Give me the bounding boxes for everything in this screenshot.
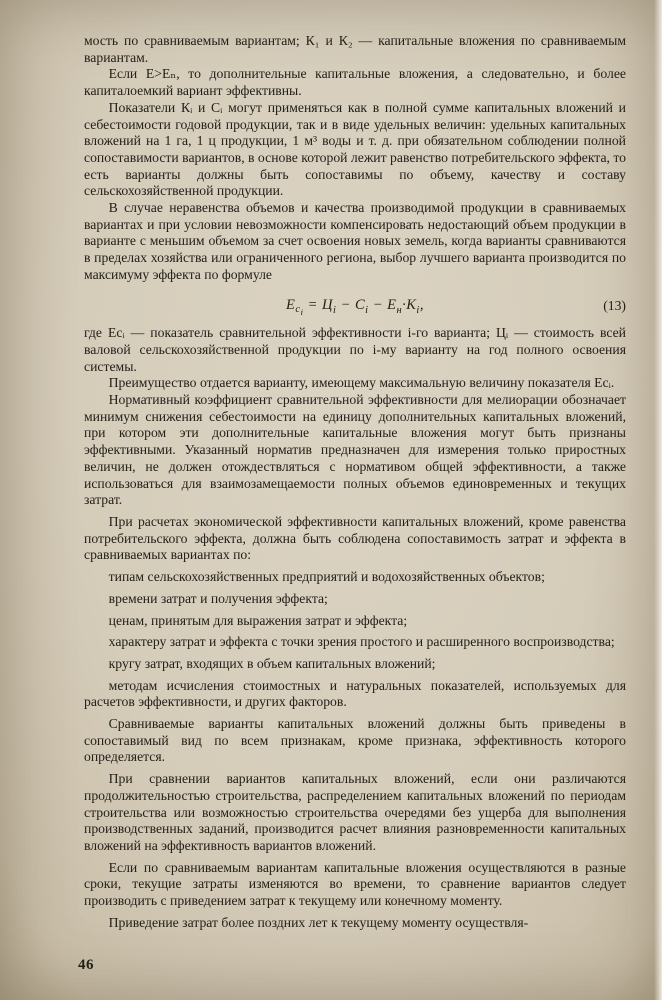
paragraph: Показатели Кᵢ и Сᵢ могут применяться как в полной сумме капитальных вложений и себестоимости годовой продукции, так и в виде удельных величин: удельных капитальных вложений на 1 га, 1 ц продукции, 1 м³ воды и т. д. при обязательном соблюдении полной сопоставимости вариантов, в основе которой лежит равенство потребительского эффекта, то есть варианты должны быть сопоставимы по объему, качеству и составу сельскохозяйственной продукции. (84, 99, 627, 199)
formula-block (84, 296, 626, 318)
list-item: характеру затрат и эффекта с точки зрения простого и расширенного воспроизводства; (108, 634, 615, 650)
list-item: типам сельскохозяйственных предприятий и водохозяйственных объектов; (108, 569, 545, 585)
paragraph: Приведение затрат более поздних лет к текущему моменту осуществля- (108, 914, 529, 930)
list-item: кругу затрат, входящих в объем капитальных вложений; (108, 655, 436, 671)
list-item: ценам, принятым для выражения затрат и эффекта; (108, 612, 408, 628)
paragraph: где Есᵢ — показатель сравнительной эффективности i-го варианта; Цᵢ — стоимость всей валовой сельскохозяйственной продукции по i-му варианту на год полного освоения системы. (84, 325, 626, 374)
paragraph: Преимущество отдается варианту, имеющему максимальную величину показателя Есᵢ. (108, 375, 615, 391)
paragraph: мость по сравниваемым вариантам; К₁ и К₂ — капитальные вложения по сравниваемым вариантам. (84, 33, 626, 65)
text-block (84, 33, 626, 946)
formula-expression: $Е_{с_i} = Ц_i - С_i - Е_н\cdot К_i$, (286, 296, 424, 318)
paragraph: При расчетах экономической эффективности капитальных вложений, кроме равенства потребительского эффекта, должна быть соблюдена сопоставимость затрат и эффекта в сравниваемых вариантах по: (84, 513, 626, 563)
paragraph: Если по сравниваемым вариантам капитальные вложения осуществляются в разные сроки, текущие затраты изменяются во времени, то сравнение вариантов следует производить с приведением затрат к текущему или конечному моменту. (84, 859, 626, 909)
paragraph: Если Е>Еₙ, то дополнительные капитальные вложения, а следовательно, и более капиталоемкий вариант эффективны. (84, 66, 626, 99)
formula-number: (13) (603, 297, 626, 313)
list-item: времени затрат и получения эффекта; (108, 590, 328, 606)
paragraph: В случае неравенства объемов и качества производимой продукции в сравниваемых вариантах и при условии невозможности компенсировать недостающий объем продукции в варианте с меньшим объемом за счет освоения новых земель, когда варианты сравниваются в пределах хозяйства или ограниченного региона, выбор лучшего варианта производится по максимуму эффекта по формуле (84, 200, 626, 282)
list-item: методам исчисления стоимостных и натуральных показателей, используемых для расчетов эффективности, и других факторов. (84, 677, 626, 710)
paragraph: Нормативный коэффициент сравнительной эффективности для мелиорации обозначает минимум снижения себестоимости на единицу дополнительных капитальных вложений, при котором эти дополнительные капитальные вложения могут быть признаны эффективными. Указанный норматив предназначен для измерения только приростных величин, не должен отождествляться с нормативом общей эффективности, а также использоваться для взаимозамещаемости полных объемов единовременных и текущих затрат. (84, 392, 626, 508)
paragraph: При сравнении вариантов капитальных вложений, если они различаются продолжительностью строительства, распределением капитальных вложений по периодам строительства или возможностью строительства очередями без ущерба для выполнения производственных заданий, производится расчет влияния разновременности капитальных вложений на эффективность вариантов вложений. (84, 771, 626, 853)
paragraph: Сравниваемые варианты капитальных вложений должны быть приведены в сопоставимый вид по всем признакам, кроме признака, эффективность которого определяется. (84, 716, 626, 765)
page-number: 46 (78, 957, 94, 973)
